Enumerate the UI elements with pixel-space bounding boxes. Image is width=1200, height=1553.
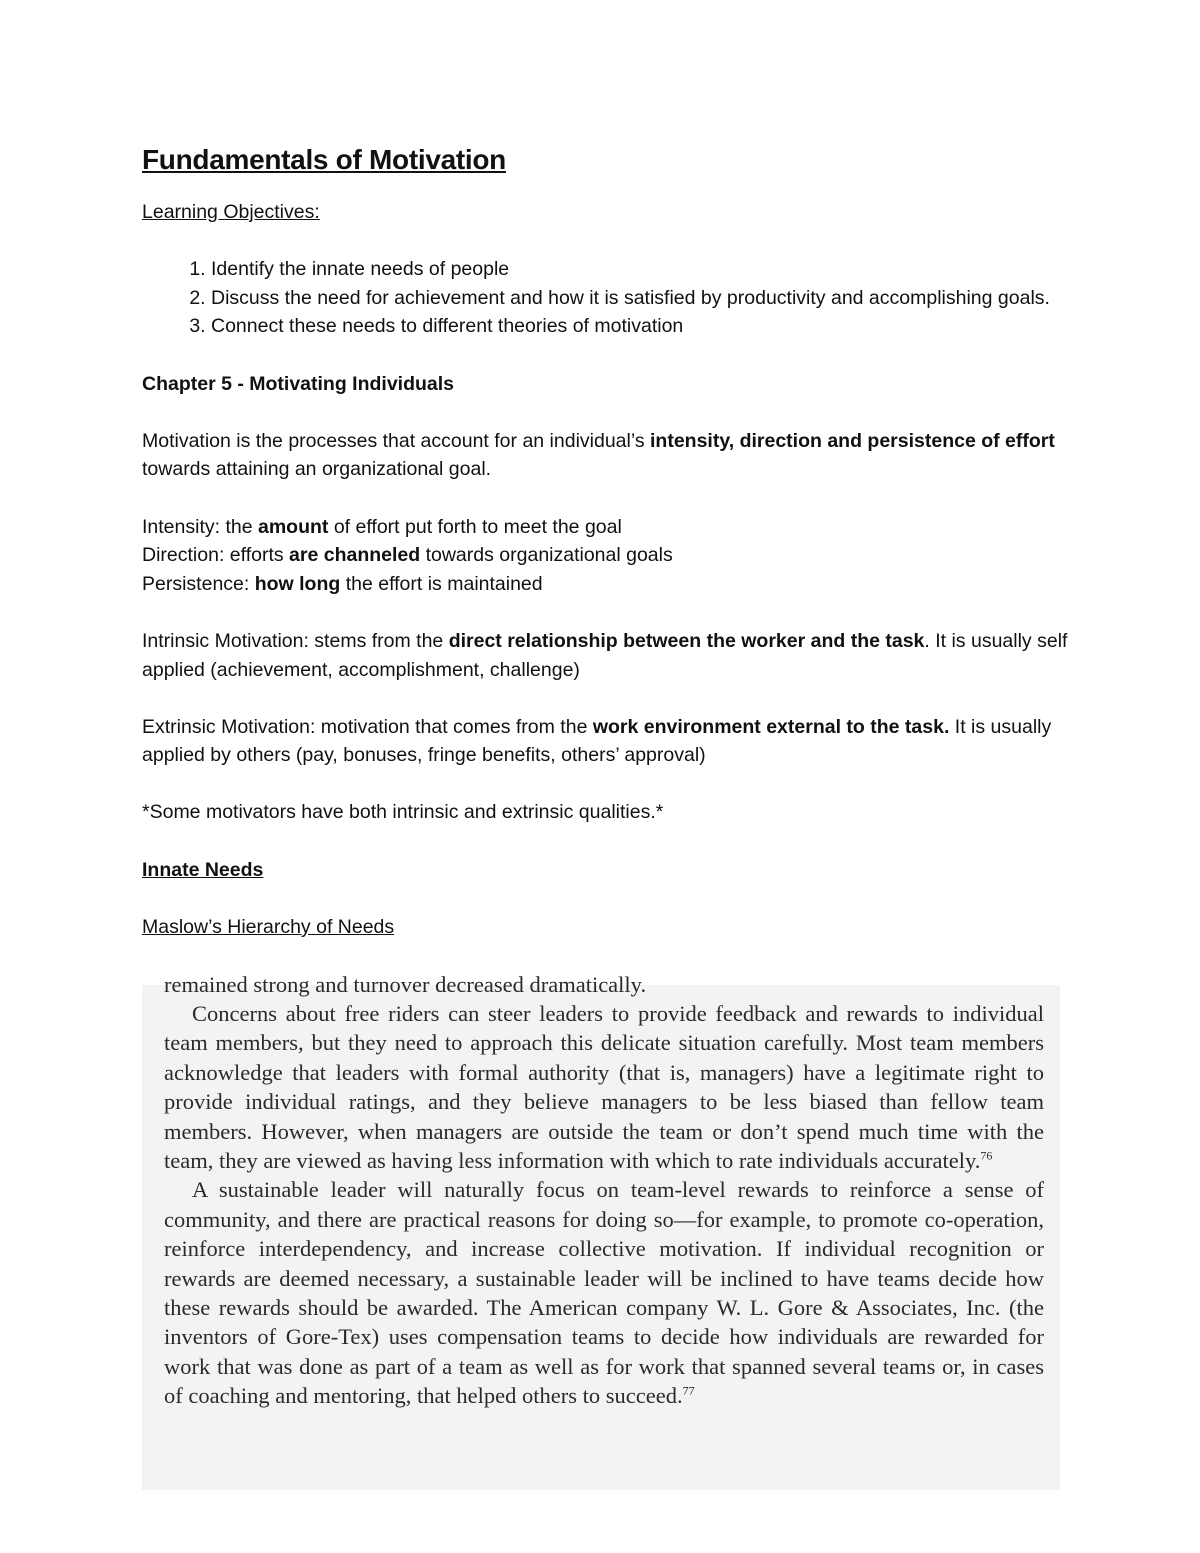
objective-item: 3. Connect these needs to different theories of motivation [211, 312, 1072, 341]
persistence-post: the effort is maintained [340, 572, 543, 595]
intensity-line [142, 513, 1072, 542]
persistence-line [142, 570, 1072, 599]
direction-line [142, 541, 1072, 570]
motivation-definition [142, 427, 1072, 484]
objective-item: 2. Discuss the need for achievement and how it is satisfied by productivity and accomplishing goals. [211, 284, 1072, 313]
direction-bold: are channeled [289, 544, 421, 567]
intrinsic-bold: direct relationship between the worker and the task [448, 629, 925, 652]
objectives-list [142, 255, 1072, 341]
objective-item: 1. Identify the innate needs of people [211, 255, 1072, 284]
scan-paragraph: A sustainable leader will naturally focus on team-level rewards to reinforce a sense of community, and there are practical reasons for doing so—for example, to promote co-operation, reinforce interdependency, and increase collective motivation. If individual recognition or rewards are deemed necessary, a sustainable leader will be inclined to have teams decide how these rewards should be awarded. The American company W. L. Gore & Associates, Inc. (the inventors of Gore-Tex) uses compensation teams to decide how individuals are rewarded for work that was done as part of a team as well as for work that spanned several teams or, in cases of coaching and mentoring, that helped others to succeed.$^{77}$ [164, 1177, 1044, 1409]
motivators-note: *Some motivators have both intrinsic and extrinsic qualities.* [142, 801, 664, 824]
footnote-ref: 77 [682, 1383, 695, 1398]
extrinsic-pre: Extrinsic Motivation: motivation that comes from the [142, 715, 593, 738]
definition-post: towards attaining an organizational goal. [142, 458, 492, 481]
definition-pre: Motivation is the processes that account for an individual’s [142, 429, 650, 452]
scanned-excerpt-text [164, 972, 1044, 1411]
scanned-excerpt-image [142, 972, 1060, 1490]
scan-paragraph: Concerns about free riders can steer leaders to provide feedback and rewards to individual team members, but they need to approach this delicate situation carefully. Most team members acknowledge that leaders with formal authority (that is, managers) have a legitimate right to provide individual ratings, and they believe managers to be less biased than fellow team members. However, when managers are outside the team or don’t spend much time with the team, they are viewed as having less information with which to rate individuals accurately.$^{76}$ [164, 1001, 1044, 1174]
intensity-post: of effort put forth to meet the goal [328, 515, 622, 538]
extrinsic-motivation [142, 713, 1072, 770]
definition-bold: intensity, direction and persistence of effort [650, 429, 1055, 452]
extrinsic-post: It is usually applied by others (pay, bonuses, fringe benefits, others’ approval) [142, 715, 1052, 767]
document-body [142, 140, 1072, 941]
maslow-heading: Maslow’s Hierarchy of Needs [142, 915, 395, 938]
intensity-bold: amount [257, 515, 329, 538]
persistence-bold: how long [254, 572, 341, 595]
page-title: Fundamentals of Motivation [142, 144, 506, 175]
scan-cut-line: remained strong and turnover decreased dramatically. [164, 972, 647, 997]
intensity-pre: Intensity: the [142, 515, 258, 538]
footnote-ref: 76 [980, 1148, 993, 1163]
extrinsic-bold: work environment external to the task. [592, 715, 950, 738]
objectives-heading: Learning Objectives: [142, 201, 320, 223]
chapter-heading: Chapter 5 - Motivating Individuals [142, 372, 455, 395]
intrinsic-post: . It is usually self applied (achievement, accomplishment, challenge) [142, 629, 1068, 681]
intrinsic-pre: Intrinsic Motivation: stems from the [142, 629, 449, 652]
direction-post: towards organizational goals [420, 544, 673, 567]
persistence-pre: Persistence: [142, 572, 255, 595]
direction-pre: Direction: efforts [142, 544, 290, 567]
intrinsic-motivation [142, 627, 1072, 684]
innate-needs-heading: Innate Needs [142, 858, 264, 881]
